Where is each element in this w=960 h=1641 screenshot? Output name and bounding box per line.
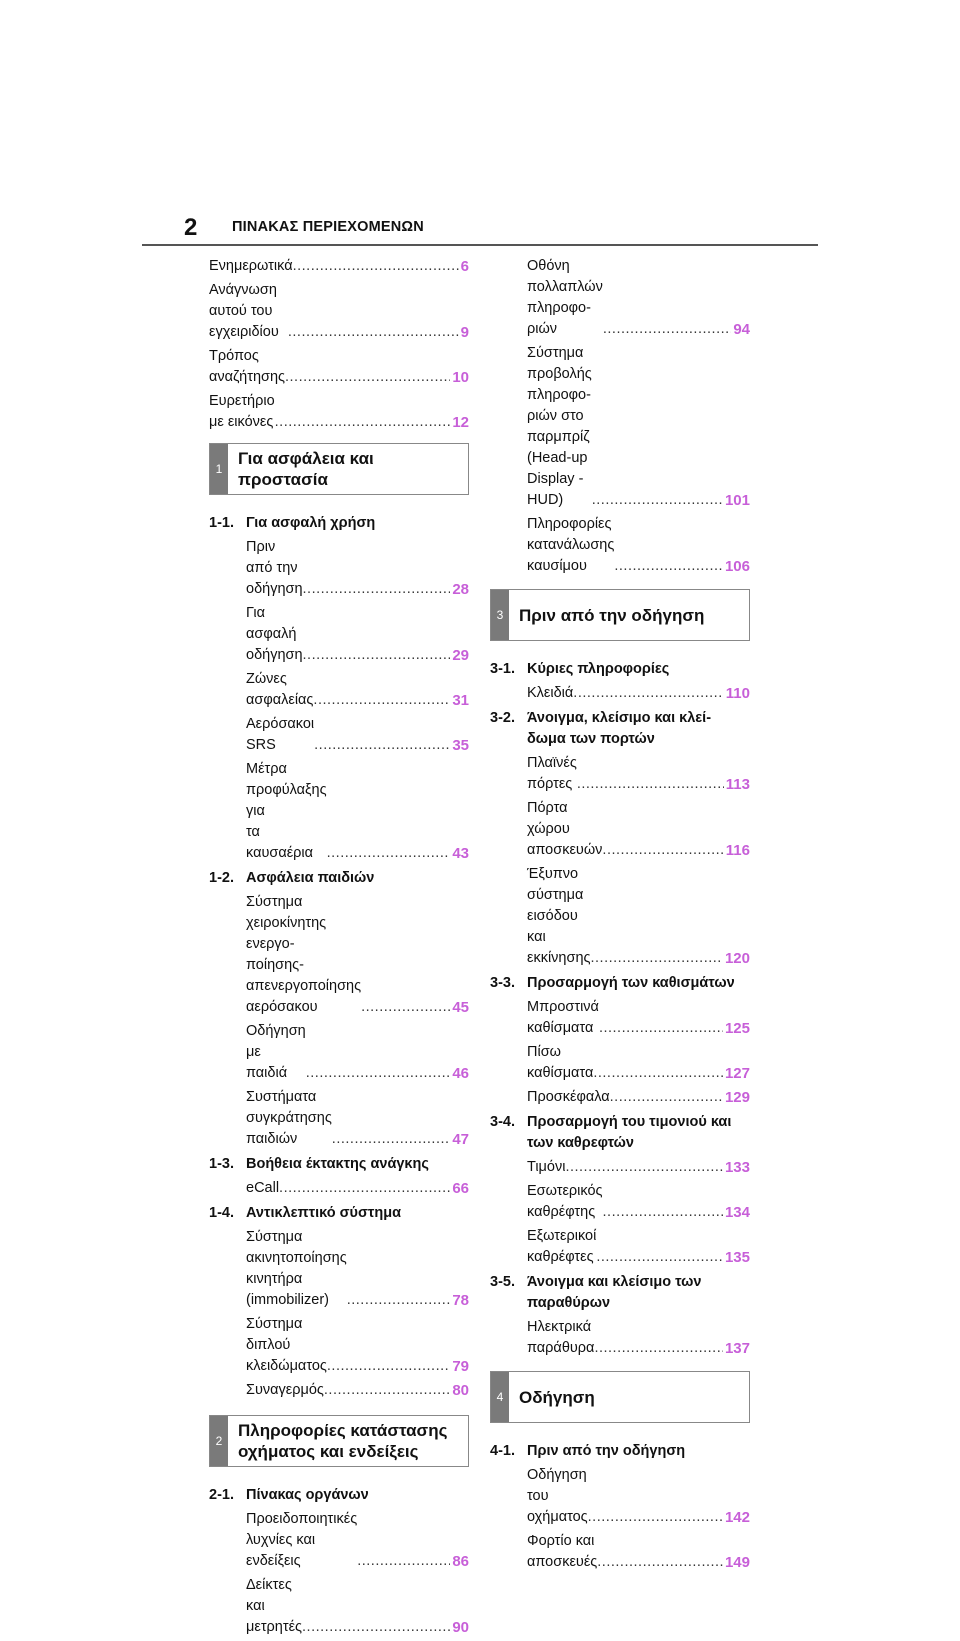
toc-page-number: 94 bbox=[733, 321, 750, 338]
leader-dots bbox=[602, 840, 723, 861]
toc-entry-title: Κλειδιά bbox=[527, 685, 574, 701]
toc-page-number: 110 bbox=[725, 685, 750, 702]
leader-dots bbox=[588, 1507, 723, 1528]
leader-dots bbox=[303, 645, 451, 666]
toc-entry[interactable] bbox=[209, 892, 469, 1018]
toc-entry-title: Μπροστινά καθίσματα bbox=[527, 999, 599, 1036]
toc-page-number: 9 bbox=[460, 324, 469, 341]
section-number: 3-5. bbox=[490, 1274, 515, 1290]
toc-page-number: 47 bbox=[452, 1131, 469, 1148]
toc-entry-title: Οδήγηση του οχήματος bbox=[527, 1467, 588, 1525]
toc-entry-title: eCall bbox=[246, 1180, 280, 1196]
page-number: 2 bbox=[184, 214, 198, 241]
leader-dots bbox=[361, 997, 450, 1018]
toc-page-number: 90 bbox=[452, 1619, 469, 1636]
toc-entry-title: Ηλεκτρικά παράθυρα bbox=[527, 1319, 595, 1356]
toc-entry[interactable] bbox=[209, 1227, 469, 1311]
toc-page-number: 12 bbox=[452, 414, 469, 431]
toc-entry[interactable] bbox=[490, 343, 750, 511]
toc-entry[interactable] bbox=[209, 1021, 469, 1084]
toc-entry-title: Συστήματα συγκράτησης παιδιών bbox=[246, 1089, 332, 1147]
leader-dots bbox=[302, 1617, 450, 1638]
section-heading[interactable] bbox=[209, 868, 469, 889]
section-number: 3-3. bbox=[490, 975, 515, 991]
toc-entry[interactable] bbox=[209, 537, 469, 600]
toc-entry-title: Έξυπνο σύστημα εισόδου και εκκίνησης bbox=[527, 866, 591, 966]
leader-dots bbox=[614, 556, 723, 577]
toc-entry-title: Οθόνη πολλαπλών πληροφο- ριών bbox=[527, 258, 603, 337]
leader-dots bbox=[594, 1338, 723, 1359]
toc-page-number: 133 bbox=[724, 1159, 750, 1176]
leader-dots bbox=[285, 367, 450, 388]
toc-page-number: 43 bbox=[452, 845, 469, 862]
toc-page-number: 45 bbox=[452, 999, 469, 1016]
toc-page-number: 120 bbox=[724, 950, 750, 967]
leader-dots bbox=[324, 1380, 450, 1401]
toc-page-number: 135 bbox=[724, 1249, 750, 1266]
toc-entry-title: Δείκτες και μετρητές bbox=[246, 1577, 303, 1635]
toc-entry[interactable] bbox=[209, 714, 469, 756]
section-heading[interactable] bbox=[490, 708, 750, 750]
section-number: 1-4. bbox=[209, 1205, 234, 1221]
leader-dots bbox=[327, 1356, 450, 1377]
toc-entry-title: Ευρετήριο με εικόνες bbox=[209, 393, 275, 430]
toc-entry-title: Τιμόνι bbox=[527, 1159, 566, 1175]
toc-entry-title: Αερόσακοι SRS bbox=[246, 716, 315, 753]
section-label: Προσαρμογή του τιμονιού και των καθρεφτών bbox=[527, 1114, 732, 1151]
section-number: 1-1. bbox=[209, 515, 234, 531]
toc-entry[interactable] bbox=[490, 1317, 750, 1359]
toc-entry[interactable] bbox=[490, 798, 750, 861]
section-heading[interactable] bbox=[490, 659, 750, 680]
toc-entry-title: Ανάγνωση αυτού του εγχειριδίου bbox=[209, 282, 279, 340]
toc-entry-title: Πληροφορίες κατανάλωσης καυσίμου bbox=[527, 516, 615, 574]
toc-page-number: 35 bbox=[452, 737, 469, 754]
toc-page-number: 127 bbox=[724, 1065, 750, 1082]
leader-dots bbox=[347, 1290, 451, 1311]
toc-entry[interactable] bbox=[209, 603, 469, 666]
leader-dots bbox=[593, 1063, 723, 1084]
leader-dots bbox=[288, 322, 459, 343]
toc-entry-title: Πίσω καθίσματα bbox=[527, 1044, 594, 1081]
section-heading[interactable] bbox=[209, 1203, 469, 1224]
toc-entry[interactable] bbox=[490, 997, 750, 1039]
section-label: Κύριες πληροφορίες bbox=[527, 661, 670, 677]
leader-dots bbox=[303, 579, 451, 600]
leader-dots bbox=[603, 319, 731, 340]
section-label: Αντικλεπτικό σύστημα bbox=[246, 1205, 402, 1221]
section-label: Βοήθεια έκτακτης ανάγκης bbox=[246, 1156, 429, 1172]
chapter-tab: 2 bbox=[210, 1416, 228, 1466]
leader-dots bbox=[279, 1178, 450, 1199]
toc-entry-title: Μέτρα προφύλαξης για τα καυσαέρια bbox=[246, 761, 327, 861]
section-heading[interactable] bbox=[490, 1272, 750, 1314]
section-label: Πίνακας οργάνων bbox=[246, 1487, 369, 1503]
section-heading[interactable] bbox=[209, 1485, 469, 1506]
toc-page-number: 101 bbox=[724, 492, 750, 509]
toc-entry[interactable] bbox=[209, 669, 469, 711]
toc-entry[interactable] bbox=[209, 280, 469, 343]
section-label: Για ασφαλή χρήση bbox=[246, 515, 376, 531]
toc-entry-title: Πλαϊνές πόρτες bbox=[527, 755, 577, 792]
chapter-title: Οδήγηση bbox=[519, 1387, 595, 1407]
toc-entry[interactable] bbox=[490, 1087, 750, 1108]
toc-entry[interactable] bbox=[209, 1575, 469, 1638]
section-label: Πριν από την οδήγηση bbox=[527, 1443, 686, 1459]
toc-page-number: 79 bbox=[452, 1358, 469, 1375]
toc-page-number: 125 bbox=[724, 1020, 750, 1037]
leader-dots bbox=[293, 256, 459, 277]
leader-dots bbox=[597, 1552, 723, 1573]
toc-entry[interactable] bbox=[209, 256, 469, 277]
section-number: 3-1. bbox=[490, 661, 515, 677]
toc-entry[interactable] bbox=[209, 346, 469, 388]
chapter-3-box[interactable] bbox=[490, 589, 750, 641]
toc-entry-title: Συναγερμός bbox=[246, 1382, 324, 1398]
toc-page-number: 86 bbox=[452, 1553, 469, 1570]
toc-entry[interactable] bbox=[490, 1042, 750, 1084]
toc-entry[interactable] bbox=[490, 256, 750, 340]
toc-entry-title: Εσωτερικός καθρέφτης bbox=[527, 1183, 603, 1220]
toc-entry-title: Σύστημα χειροκίνητης ενεργο- ποίησης-απενεργοποίησης αερόσακου bbox=[246, 894, 362, 1015]
toc-entry[interactable] bbox=[209, 1178, 469, 1199]
section-label: Άνοιγμα, κλείσιμο και κλεί- δωμα των πορτών bbox=[527, 710, 712, 747]
chapter-title: Πληροφορίες κατάστασης οχήματος και ενδείξεις bbox=[238, 1421, 448, 1461]
leader-dots bbox=[591, 948, 723, 969]
toc-page-number: 6 bbox=[460, 258, 469, 275]
toc-page-number: 134 bbox=[724, 1204, 750, 1221]
toc-entry[interactable] bbox=[490, 1157, 750, 1178]
header-divider bbox=[142, 244, 818, 246]
section-heading[interactable] bbox=[209, 1154, 469, 1175]
toc-entry[interactable] bbox=[490, 514, 750, 577]
toc-entry-title: Σύστημα ακινητοποίησης κινητήρα (immobilizer) bbox=[246, 1229, 347, 1308]
toc-page-number: 78 bbox=[452, 1292, 469, 1309]
leader-dots bbox=[596, 1247, 723, 1268]
section-number: 1-2. bbox=[209, 870, 234, 886]
leader-dots bbox=[314, 735, 450, 756]
chapter-tab: 3 bbox=[491, 590, 509, 640]
section-label: Ασφάλεια παιδιών bbox=[246, 870, 375, 886]
toc-entry[interactable] bbox=[490, 753, 750, 795]
leader-dots bbox=[332, 1129, 451, 1150]
section-heading[interactable] bbox=[209, 513, 469, 534]
toc-entry-title: Φορτίο και αποσκευές bbox=[527, 1533, 598, 1570]
chapter-1-box[interactable] bbox=[209, 443, 469, 495]
section-label: Προσαρμογή των καθισμάτων bbox=[527, 975, 735, 991]
toc-right-column bbox=[490, 256, 750, 1576]
toc-page-number: 137 bbox=[724, 1340, 750, 1357]
section-heading[interactable] bbox=[490, 1112, 750, 1154]
toc-page-number: 46 bbox=[452, 1065, 469, 1082]
leader-dots bbox=[610, 1087, 723, 1108]
chapter-tab: 4 bbox=[491, 1372, 509, 1422]
section-heading[interactable] bbox=[490, 1441, 750, 1462]
toc-entry[interactable] bbox=[490, 683, 750, 704]
chapter-4-box[interactable] bbox=[490, 1371, 750, 1423]
toc-entry-title: Οδήγηση με παιδιά bbox=[246, 1023, 306, 1081]
leader-dots bbox=[603, 1202, 723, 1223]
toc-entry[interactable] bbox=[209, 1380, 469, 1401]
toc-entry[interactable] bbox=[490, 1465, 750, 1528]
leader-dots bbox=[313, 690, 450, 711]
toc-entry-title: Εξωτερικοί καθρέφτες bbox=[527, 1228, 597, 1265]
leader-dots bbox=[577, 774, 724, 795]
toc-page-number: 29 bbox=[452, 647, 469, 664]
toc-entry[interactable] bbox=[490, 864, 750, 969]
leader-dots bbox=[306, 1063, 451, 1084]
toc-entry-title: Ζώνες ασφαλείας bbox=[246, 671, 314, 708]
toc-page-number: 106 bbox=[724, 558, 750, 575]
section-number: 3-4. bbox=[490, 1114, 515, 1130]
toc-entry[interactable] bbox=[209, 1314, 469, 1377]
leader-dots bbox=[357, 1551, 450, 1572]
toc-entry[interactable] bbox=[209, 759, 469, 864]
intro-list bbox=[209, 256, 469, 433]
toc-entry[interactable] bbox=[209, 1087, 469, 1150]
toc-page-number: 129 bbox=[724, 1089, 750, 1106]
section-number: 4-1. bbox=[490, 1443, 515, 1459]
toc-page-number: 116 bbox=[725, 842, 750, 859]
chapter-tab: 1 bbox=[210, 444, 228, 494]
section-number: 2-1. bbox=[209, 1487, 234, 1503]
toc-entry-title: Προσκέφαλα bbox=[527, 1089, 610, 1105]
toc-entry-title: Σύστημα προβολής πληροφο- ριών στο παρμπρίζ (Head-up Display - HUD) bbox=[527, 345, 592, 508]
toc-page-number: 142 bbox=[724, 1509, 750, 1526]
toc-entry-title: Για ασφαλή οδήγηση bbox=[246, 605, 303, 663]
section-number: 3-2. bbox=[490, 710, 515, 726]
toc-entry[interactable] bbox=[490, 1531, 750, 1573]
toc-page-number: 149 bbox=[724, 1554, 750, 1571]
chapter-title: Για ασφάλεια και προστασία bbox=[238, 449, 374, 489]
toc-page-number: 10 bbox=[452, 369, 469, 386]
toc-entry-title: Πριν από την οδήγηση bbox=[246, 539, 303, 597]
section-label: Άνοιγμα και κλείσιμο των παραθύρων bbox=[527, 1274, 702, 1311]
toc-page-number: 80 bbox=[452, 1382, 469, 1399]
chapter-title: Πριν από την οδήγηση bbox=[519, 605, 705, 625]
toc-page-number: 66 bbox=[452, 1180, 469, 1197]
leader-dots bbox=[592, 490, 723, 511]
toc-entry-title: Πόρτα χώρου αποσκευών bbox=[527, 800, 603, 858]
section-heading[interactable] bbox=[490, 973, 750, 994]
toc-entry[interactable] bbox=[490, 1226, 750, 1268]
toc-entry-title: Ενημερωτικά bbox=[209, 258, 293, 274]
leader-dots bbox=[565, 1157, 723, 1178]
chapter-2-box[interactable] bbox=[209, 1415, 469, 1467]
page-title: ΠΙΝΑΚΑΣ ΠΕΡΙΕΧΟΜΕΝΩΝ bbox=[232, 219, 424, 235]
leader-dots bbox=[275, 412, 451, 433]
toc-entry[interactable] bbox=[209, 1509, 469, 1572]
toc-page-number: 113 bbox=[725, 776, 750, 793]
leader-dots bbox=[573, 683, 724, 704]
leader-dots bbox=[599, 1018, 723, 1039]
toc-page-number: 31 bbox=[452, 692, 469, 709]
toc-page-number: 28 bbox=[452, 581, 469, 598]
leader-dots bbox=[327, 843, 451, 864]
toc-entry-title: Προειδοποιητικές λυχνίες και ενδείξεις bbox=[246, 1511, 358, 1569]
toc-entry-title: Σύστημα διπλού κλειδώματος bbox=[246, 1316, 327, 1374]
toc-entry[interactable] bbox=[490, 1181, 750, 1223]
section-number: 1-3. bbox=[209, 1156, 234, 1172]
toc-left-column bbox=[209, 256, 469, 1641]
toc-entry[interactable] bbox=[209, 391, 469, 433]
toc-entry-title: Τρόπος αναζήτησης bbox=[209, 348, 286, 385]
